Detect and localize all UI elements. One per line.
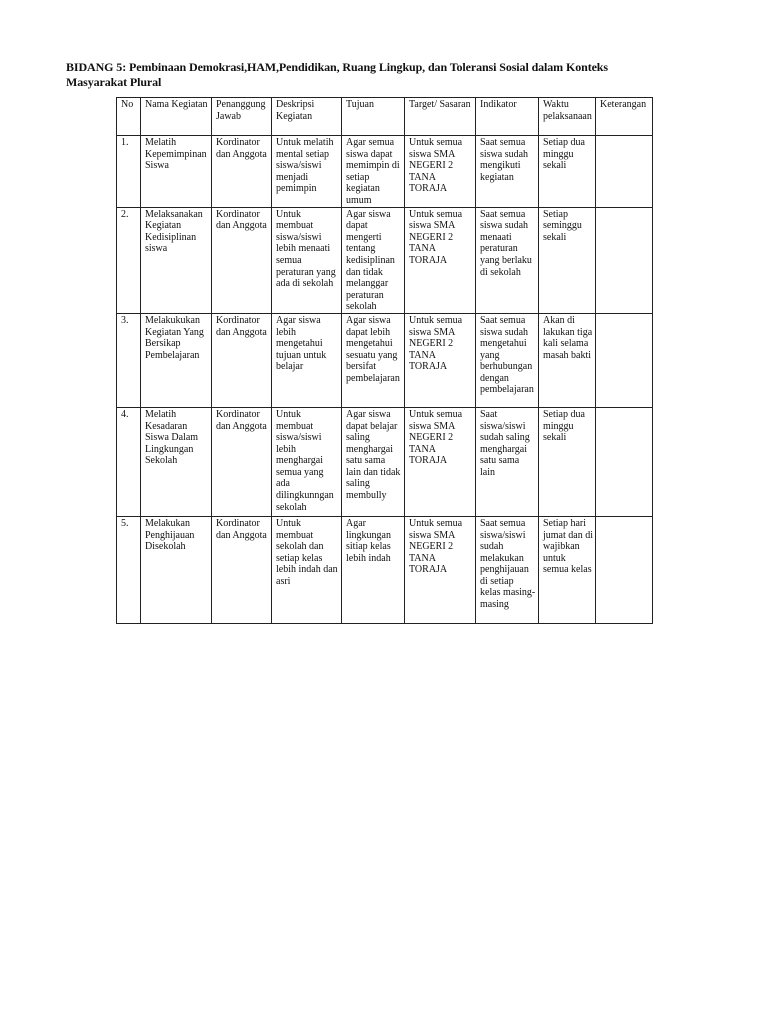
- header-target-sasaran: Target/ Sasaran: [405, 98, 476, 136]
- cell-indikator: Saat semua siswa sudah mengetahui yang berhubungan dengan pembelajaran: [476, 313, 539, 407]
- cell-penanggung-jawab: Kordinator dan Anggota: [212, 313, 272, 407]
- table-row: [117, 136, 653, 208]
- header-tujuan: Tujuan: [342, 98, 405, 136]
- cell-deskripsi: Untuk melatih mental setiap siswa/siswi menjadi pemimpin: [272, 136, 342, 208]
- table-header-row: [117, 98, 653, 136]
- cell-no: 3.: [117, 313, 141, 407]
- cell-waktu: Setiap seminggu sekali: [539, 207, 596, 313]
- program-table: [116, 97, 653, 624]
- cell-penanggung-jawab: Kordinator dan Anggota: [212, 136, 272, 208]
- cell-penanggung-jawab: Kordinator dan Anggota: [212, 207, 272, 313]
- cell-no: 5.: [117, 516, 141, 623]
- cell-tujuan: Agar siswa dapat belajar saling menghargai satu sama lain dan tidak saling membully: [342, 407, 405, 516]
- cell-nama-kegiatan: Melaksanakan Kegiatan Kedisiplinan siswa: [141, 207, 212, 313]
- cell-tujuan: Agar siswa dapat mengerti tentang kedisiplinan dan tidak melanggar peraturan sekolah: [342, 207, 405, 313]
- header-indikator: Indikator: [476, 98, 539, 136]
- cell-deskripsi: Untuk membuat siswa/siswi lebih menaati semua peraturan yang ada di sekolah: [272, 207, 342, 313]
- cell-nama-kegiatan: Melatih Kesadaran Siswa Dalam Lingkungan Sekolah: [141, 407, 212, 516]
- cell-waktu: Akan di lakukan tiga kali selama masah bakti: [539, 313, 596, 407]
- table-row: [117, 407, 653, 516]
- cell-nama-kegiatan: Melakukan Penghijauan Disekolah: [141, 516, 212, 623]
- table-row: [117, 313, 653, 407]
- cell-waktu: Setiap dua minggu sekali: [539, 136, 596, 208]
- cell-indikator: Saat semua siswa sudah menaati peraturan yang berlaku di sekolah: [476, 207, 539, 313]
- document-heading: [66, 60, 706, 90]
- cell-indikator: Saat semua siswa/siswi sudah melakukan penghijauan di setiap kelas masing-masing: [476, 516, 539, 623]
- cell-deskripsi: Agar siswa lebih mengetahui tujuan untuk belajar: [272, 313, 342, 407]
- cell-penanggung-jawab: Kordinator dan Anggota: [212, 407, 272, 516]
- cell-no: 2.: [117, 207, 141, 313]
- table-row: [117, 516, 653, 623]
- cell-deskripsi: Untuk membuat sekolah dan setiap kelas lebih indah dan asri: [272, 516, 342, 623]
- cell-tujuan: Agar lingkungan sitiap kelas lebih indah: [342, 516, 405, 623]
- cell-waktu: Setiap hari jumat dan di wajibkan untuk semua kelas: [539, 516, 596, 623]
- cell-no: 1.: [117, 136, 141, 208]
- header-deskripsi-kegiatan: Deskripsi Kegiatan: [272, 98, 342, 136]
- cell-waktu: Setiap dua minggu sekali: [539, 407, 596, 516]
- header-keterangan: Keterangan: [596, 98, 653, 136]
- cell-target: Untuk semua siswa SMA NEGERI 2 TANA TORAJA: [405, 136, 476, 208]
- cell-tujuan: Agar semua siswa dapat memimpin di setiap kegiatan umum: [342, 136, 405, 208]
- cell-nama-kegiatan: Melatih Kepemimpinan Siswa: [141, 136, 212, 208]
- cell-keterangan: [596, 407, 653, 516]
- cell-no: 4.: [117, 407, 141, 516]
- cell-target: Untuk semua siswa SMA NEGERI 2 TANA TORAJA: [405, 207, 476, 313]
- cell-keterangan: [596, 136, 653, 208]
- header-nama-kegiatan: Nama Kegiatan: [141, 98, 212, 136]
- cell-tujuan: Agar siswa dapat lebih mengetahui sesuatu yang bersifat pembelajaran: [342, 313, 405, 407]
- heading-line-1: BIDANG 5: Pembinaan Demokrasi,HAM,Pendidikan, Ruang Lingkup, dan Toleransi Sosial dalam Konteks: [66, 60, 608, 74]
- header-penanggung-jawab: Penanggung Jawab: [212, 98, 272, 136]
- heading-line-2: Masyarakat Plural: [66, 75, 162, 89]
- cell-target: Untuk semua siswa SMA NEGERI 2 TANA TORAJA: [405, 313, 476, 407]
- table-row: [117, 207, 653, 313]
- cell-deskripsi: Untuk membuat siswa/siswi lebih menghargai semua yang ada dilingkunngan sekolah: [272, 407, 342, 516]
- header-no: No: [117, 98, 141, 136]
- cell-nama-kegiatan: Melakukukan Kegiatan Yang Bersikap Pembelajaran: [141, 313, 212, 407]
- cell-target: Untuk semua siswa SMA NEGERI 2 TANA TORAJA: [405, 516, 476, 623]
- cell-keterangan: [596, 516, 653, 623]
- cell-penanggung-jawab: Kordinator dan Anggota: [212, 516, 272, 623]
- cell-indikator: Saat semua siswa sudah mengikuti kegiatan: [476, 136, 539, 208]
- cell-keterangan: [596, 313, 653, 407]
- cell-target: Untuk semua siswa SMA NEGERI 2 TANA TORAJA: [405, 407, 476, 516]
- cell-keterangan: [596, 207, 653, 313]
- cell-indikator: Saat siswa/siswi sudah saling menghargai satu sama lain: [476, 407, 539, 516]
- header-waktu-pelaksanaan: Waktu pelaksanaan: [539, 98, 596, 136]
